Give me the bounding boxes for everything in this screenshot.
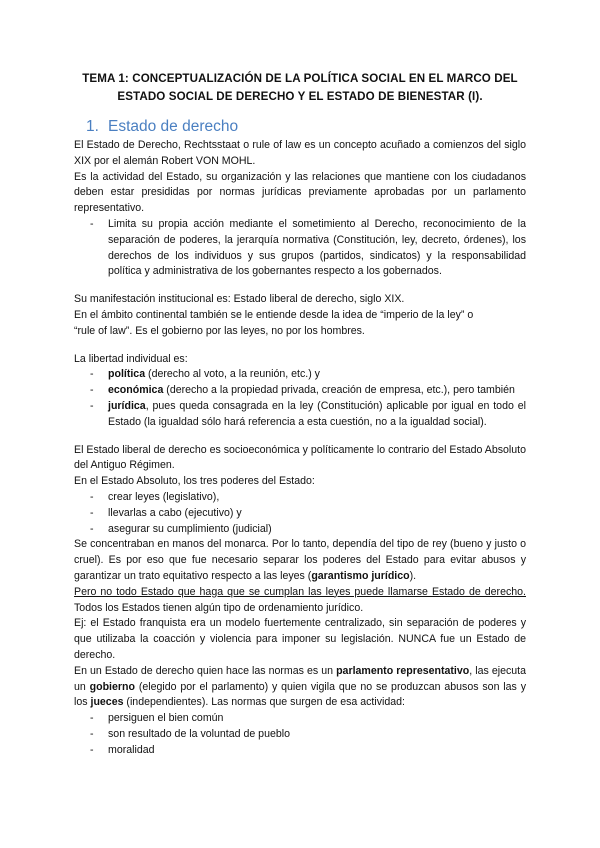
list-item: - asegurar su cumplimiento (judicial) — [108, 522, 526, 538]
bold-run: garantismo jurídico — [311, 569, 410, 582]
document-body — [74, 138, 526, 758]
libertad-list — [74, 367, 526, 430]
list-item — [108, 399, 526, 431]
absoluto-paragraph-4 — [74, 585, 526, 617]
list-item — [108, 383, 526, 399]
list-item: - Limita su propia acción mediante el sometimiento al Derecho, reconocimiento de la separación de poderes, la jerarquía normativa (Constitución, ley, decreto, órdenes), los derechos de los individuos y sus grupos (partidos, sindicatos) y la responsabilidad política y administrativa de los gobernantes respecto a los gobernados. — [108, 217, 526, 280]
list-item-text: , pues queda consagrada en la ley (Constitución) aplicable por igual en todo el Estado (la igualdad sólo hará referencia a esta cuestión, no a la igualdad social). — [108, 399, 526, 428]
intro-paragraph-1: El Estado de Derecho, Rechtsstaat o rule of law es un concepto acuñado a comienzos del siglo XIX por el alemán Robert VON MOHL. — [74, 139, 526, 167]
bold-run: parlamento representativo — [336, 664, 470, 677]
list-item-text: (derecho al voto, a la reunión, etc.) y — [145, 368, 320, 381]
absoluto-paragraph-1: El Estado liberal de derecho es socioeconómica y políticamente lo contrario del Estado Absoluto del Antiguo Régimen. — [74, 443, 526, 472]
absoluto-paragraph-6 — [74, 664, 526, 711]
intro-list — [74, 217, 526, 280]
absoluto-paragraph-3 — [74, 537, 526, 584]
text-run: En un Estado de derecho quien hace las normas es un — [74, 664, 337, 677]
list-item: - persiguen el bien común — [108, 711, 526, 727]
libertad-intro: La libertad individual es: — [74, 352, 188, 365]
absoluto-paragraph-5: Ej: el Estado franquista era un modelo fuertemente centralizado, sin separación de poderes y que utilizaba la coacción y violencia para imponer su legislación. NUNCA fue un Estado de derecho. — [74, 617, 526, 661]
text-run: Todos los Estados tienen algún tipo de ordenamiento jurídico. — [74, 601, 364, 614]
underlined-run: Pero no todo Estado que haga que se cumplan las leyes puede llamarse Estado de derecho. — [74, 585, 526, 598]
text-run: Se concentraban en manos del monarca. Por lo tanto, dependía del tipo de rey (bueno y justo o cruel). Es por eso que fue necesario separar los poderes del Estado para evitar abusos y garantizar un trato equitativo respecto a las leyes ( — [74, 538, 526, 582]
text-run: (independientes). Las normas que surgen de esa actividad: — [123, 696, 405, 709]
poderes-list — [74, 490, 526, 537]
document-title — [60, 70, 540, 106]
manifestacion-line-1: Su manifestación institucional es: Estado liberal de derecho, siglo XIX. — [74, 293, 405, 306]
absoluto-paragraph-2: En el Estado Absoluto, los tres poderes del Estado: — [74, 475, 315, 488]
list-item: - llevarlas a cabo (ejecutivo) y — [108, 506, 526, 522]
manifestacion-line-3: “rule of law”. Es el gobierno por las leyes, no por los hombres. — [74, 324, 365, 337]
list-item-bold: económica — [108, 384, 164, 397]
list-item — [108, 367, 526, 383]
intro-paragraph-2: Es la actividad del Estado, su organización y las relaciones que mantiene con los ciudadanos deben estar presididas por normas jurídicas previamente aprobadas por un parlamento representativo. — [74, 170, 526, 215]
list-item-bold: política — [108, 368, 146, 381]
bold-run: gobierno — [89, 680, 135, 693]
list-item: - crear leyes (legislativo), — [108, 490, 526, 506]
title-line-2: ESTADO SOCIAL DE DERECHO Y EL ESTADO DE BIENESTAR (I). — [117, 90, 483, 103]
text-run: (elegido por el parlamento) y quien vigila que no se produzcan abusos son las y los — [74, 680, 526, 709]
text-run: ). — [409, 569, 417, 582]
normas-list — [74, 711, 526, 758]
text-run: , las ejecuta un — [74, 664, 526, 693]
section-heading-text: Estado de derecho — [108, 118, 239, 135]
list-item: - moralidad — [108, 743, 526, 759]
section-heading — [86, 118, 238, 136]
list-item-bold: jurídica — [108, 399, 146, 412]
bold-run: jueces — [90, 696, 124, 709]
section-number: 1. — [86, 118, 99, 135]
list-item: - son resultado de la voluntad de pueblo — [108, 727, 526, 743]
list-item-text: (derecho a la propiedad privada, creación de empresa, etc.), pero también — [163, 384, 515, 397]
manifestacion-line-2: En el ámbito continental también se le entiende desde la idea de “imperio de la ley” o — [74, 308, 474, 321]
title-line-1: TEMA 1: CONCEPTUALIZACIÓN DE LA POLÍTICA SOCIAL EN EL MARCO DEL — [82, 72, 518, 85]
